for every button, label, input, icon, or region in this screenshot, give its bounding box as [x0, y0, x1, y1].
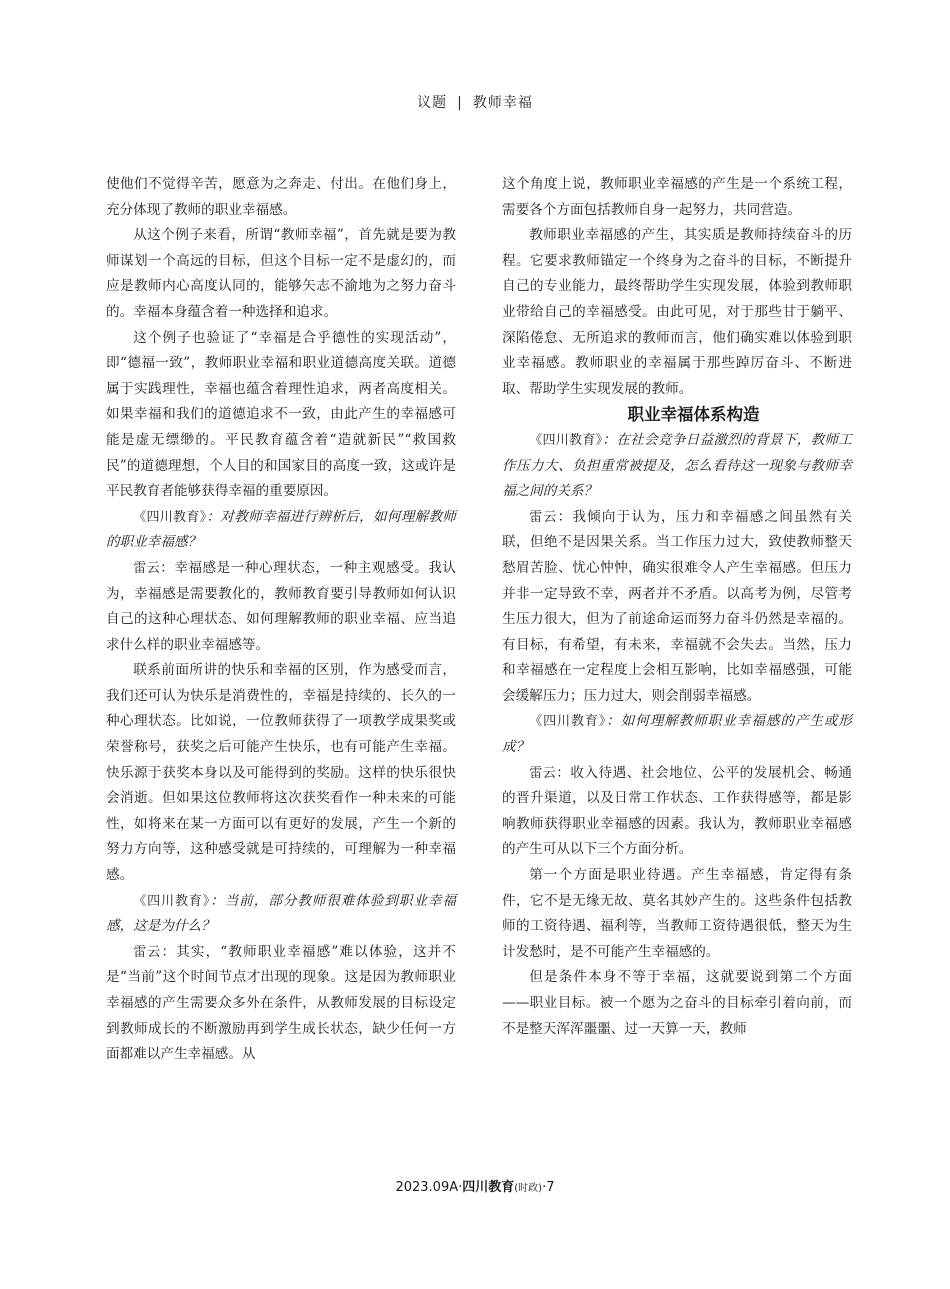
question-text: ：当前，部分教师很难体验到职业幸福感，这是为什么？	[106, 892, 456, 935]
paragraph: 使他们不觉得辛苦，愿意为之奔走、付出。在他们身上，充分体现了教师的职业幸福感。	[106, 176, 456, 218]
question-source: 《四川教育》	[529, 714, 607, 730]
paragraph: 这个角度上说，教师职业幸福感的产生是一个系统工程，需要各个方面包括教师自身一起努力，共同营造。	[502, 176, 852, 218]
magazine-edition: (时政)	[514, 1183, 543, 1194]
paragraph: 这个例子也验证了“幸福是合乎德性的实现活动”，即“德福一致”，教师职业幸福和职业道德高度关联。道德属于实践理性，幸福也蕴含着理性追求，两者高度相关。如果幸福和我们的道德追求不一致，由此产生的幸福感可能是虚无缥缈的。平民教育蕴含着“造就新民”“救国救民”的道德理想，个人目的和国家目的高度一致，这或许是平民教育者能够获得幸福的重要原因。	[106, 329, 456, 500]
interview-answer	[502, 761, 852, 863]
interview-question	[502, 428, 852, 505]
paragraph: 第一个方面是职业待遇。产生幸福感，肯定得有条件，它不是无缘无故、莫名其妙产生的。这些条件包括教师的工资待遇、福利等，当教师工资待遇很低，整天为生计发愁时，是不可能产生幸福感的。	[502, 867, 852, 960]
footer-separator: ·	[542, 1180, 547, 1195]
answer-text: ：我倾向于认为，压力和幸福感之间虽然有关联，但绝不是因果关系。当工作压力过大，致使教师整天愁眉苦脸、忧心忡忡，确实很难令人产生幸福感。但压力并非一定导致不幸，两者并不矛盾。以高考为例，尽管考生压力很大，但为了前途命运而努力奋斗仍然是幸福的。有目标，有希望，有未来，幸福就不会失去。当然，压力和幸福感在一定程度上会相互影响，比如幸福感强，可能会缓解压力；压力过大，则会削弱幸福感。	[502, 508, 852, 704]
question-text: ：在社会竞争日益激烈的背景下，教师工作压力大、负担重常被提及，怎么看待这一现象与教师幸福之间的关系？	[502, 431, 852, 500]
section-title: 职业幸福体系构造	[627, 405, 760, 425]
right-column	[502, 172, 852, 1042]
answer-speaker: 雷云	[133, 944, 162, 960]
paragraph: 但是条件本身不等于幸福，这就要说到第二个方面——职业目标。被一个愿为之奋斗的目标牵引着向前，而不是整天浑浑噩噩、过一天算一天，教师	[502, 969, 852, 1037]
paragraph: 联系前面所讲的快乐和幸福的区别，作为感受而言，我们还可认为快乐是消费性的，幸福是持续的、长久的一种心理状态。比如说，一位教师获得了一项教学成果奖或荣誉称号，获奖之后可能产生快乐，也有可能产生幸福。快乐源于获奖本身以及可能得到的奖励。这样的快乐很快会消逝。但如果这位教师将这次获奖看作一种未来的可能性，如将来在某一方面可以有更好的发展，产生一个新的努力方向等，这种感受就是可持续的，可理解为一种幸福感。	[106, 662, 456, 884]
question-source: 《四川教育》	[133, 893, 211, 909]
answer-text: ：收入待遇、社会地位、公平的发展机会、畅通的晋升渠道，以及日常工作状态、工作获得感等，都是影响教师获得职业幸福感的因素。我认为，教师职业幸福感的产生可从以下三个方面分析。	[502, 764, 852, 858]
running-header	[0, 92, 950, 112]
interview-question	[106, 889, 456, 940]
page-number: 7	[546, 1180, 555, 1195]
answer-text: ：幸福感是一种心理状态，一种主观感受。我认为，幸福感是需要教化的，教师教育要引导教师如何认识自己的这种心理状态、如何理解教师的职业幸福、应当追求什么样的职业幸福感等。	[106, 559, 456, 653]
question-text: ：对教师幸福进行辨析后，如何理解教师的职业幸福感？	[106, 508, 456, 551]
answer-speaker: 雷云	[529, 509, 558, 525]
answer-speaker: 雷云	[133, 560, 161, 576]
interview-answer	[502, 505, 852, 710]
magazine-logo: 四川教育	[462, 1180, 515, 1195]
interview-answer	[106, 556, 456, 658]
interview-answer	[106, 940, 456, 1068]
question-source: 《四川教育》	[529, 432, 603, 448]
left-column	[106, 172, 456, 1068]
answer-text: ：其实，“教师职业幸福感”难以体验，这并不是“当前”这个时间节点才出现的现象。这是因为教师职业幸福感的产生需要众多外在条件，从教师发展的目标设定到教师成长的不断激励再到学生成长状态，缺少任何一方面都难以产生幸福感。从	[106, 943, 456, 1063]
issue-number: 2023.09A·	[395, 1180, 463, 1195]
question-text: ：如何理解教师职业幸福感的产生或形成？	[502, 713, 852, 756]
page-footer	[0, 1176, 950, 1195]
paragraph: 教师职业幸福感的产生，其实质是教师持续奋斗的历程。它要求教师锚定一个终身为之奋斗的目标，不断提升自己的专业能力，最终帮助学生实现发展，体验到教师职业带给自己的幸福感受。由此可见，对于那些甘于躺平、深陷倦怠、无所追求的教师而言，他们确实难以体验到职业幸福感。教师职业的幸福属于那些踔厉奋斗、不断进取、帮助学生实现发展的教师。	[502, 227, 852, 397]
interview-question	[502, 709, 852, 760]
header-title: 教师幸福	[472, 95, 533, 111]
header-separator: |	[457, 95, 463, 111]
paragraph: 从这个例子来看，所谓“教师幸福”，首先就是要为教师谋划一个高远的目标，但这个目标一定不是虚幻的，而应是教师内心高度认同的，能够矢志不渝地为之努力奋斗的。幸福本身蕴含着一种选择和追求。	[106, 227, 456, 320]
header-section: 议题	[417, 95, 448, 111]
question-source: 《四川教育》	[133, 509, 207, 525]
answer-speaker: 雷云	[529, 765, 557, 781]
interview-question	[106, 505, 456, 556]
